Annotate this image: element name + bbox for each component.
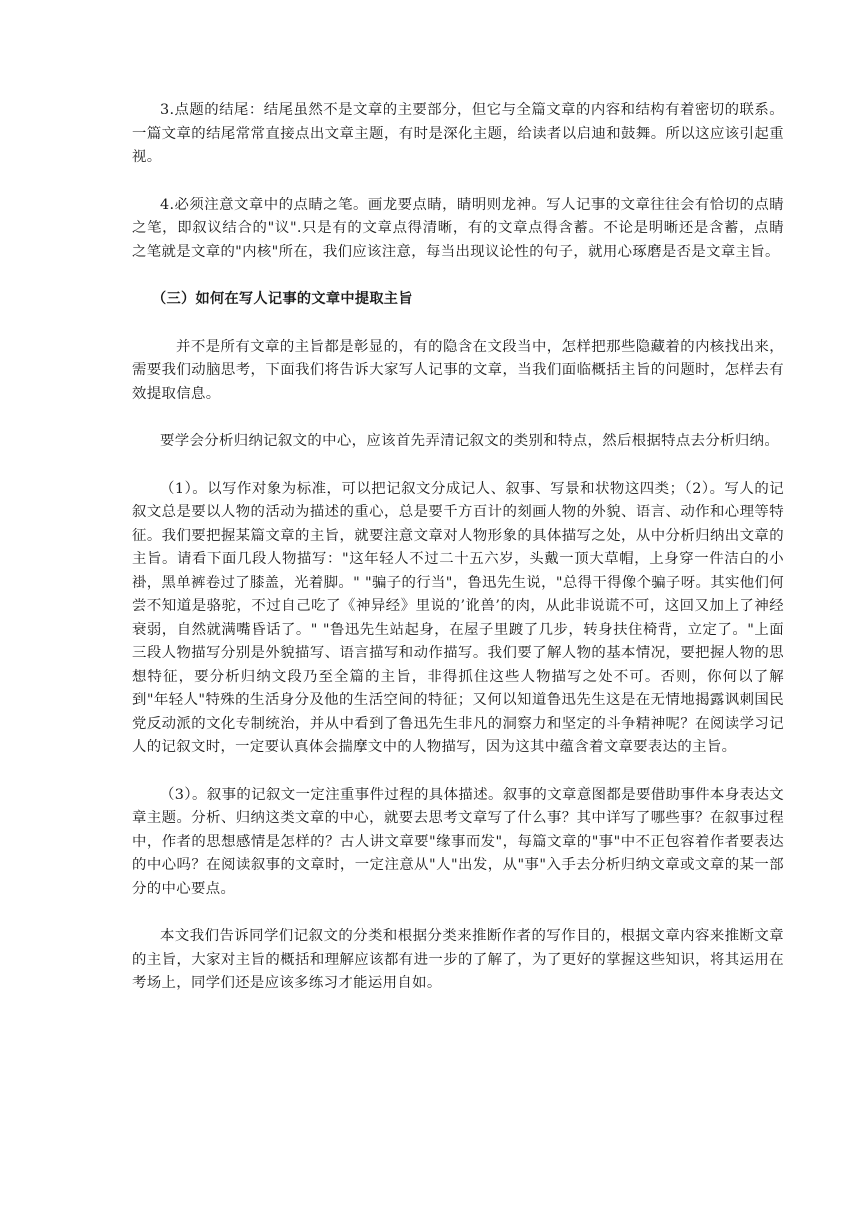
paragraph-ending-point: 3.点题的结尾：结尾虽然不是文章的主要部分，但它与全篇文章的内容和结构有着密切的联系。一篇文章的结尾常常直接点出文章主题，有时是深化主题，给读者以启迪和鼓舞。所以这应该引起重视。	[132, 102, 784, 165]
paragraph-narrative-writing: （3）。叙事的记叙文一定注重事件过程的具体描述。叙事的文章意图都是要借助事件本身表达文章主题。分析、归纳这类文章的中心，就要去思考文章写了什么事？其中详写了哪些事？在叙事过程中，作者的思想感情是怎样的？古人讲文章要"缘事而发"，每篇文章的"事"中不正包容着作者要表达的中心吗？在阅读叙事的文章时，一定注意从"人"出发，从"事"入手去分析归纳文章或文章的某一部分的中心要点。	[132, 786, 784, 897]
section-heading: （三）如何在写人记事的文章中提取主旨	[152, 291, 413, 307]
paragraph-intro: 并不是所有文章的主旨都是彰显的，有的隐含在文段当中，怎样把那些隐藏着的内核找出来，需要我们动脑思考，下面我们将告诉大家写人记事的文章，当我们面临概括主旨的问题时，怎样去有效提取信息。	[132, 338, 784, 402]
paragraph-conclusion: 本文我们告诉同学们记叙文的分类和根据分类来推断作者的写作目的，根据文章内容来推断文章的主旨，大家对主旨的概括和理解应该都有进一步的了解了，为了更好的掌握这些知识，将其运用在考场上，同学们还是应该多练习才能运用自如。	[132, 928, 784, 991]
document-body	[132, 99, 784, 1020]
paragraph-character-writing: （1）。以写作对象为标准，可以把记叙文分成记人、叙事、写景和状物这四类；（2）。写人的记叙文总是要以人物的活动为描述的重心，总是要千方百计的刻画人物的外貌、语言、动作和心理等特征。我们要把握某篇文章的主旨，就要注意文章对人物形象的具体描写之处，从中分析归纳出文章的主旨。请看下面几段人物描写："这年轻人不过二十五六岁，头戴一顶大草帽，上身穿一件洁白的小褂，黑单裤卷过了膝盖，光着脚。" "骗子的行当"，鲁迅先生说，"总得干得像个骗子呀。其实他们何尝不知道是骆驼，不过自己吃了《神异经》里说的’讹兽’的肉，从此非说谎不可，这回又加上了神经衰弱，自然就满嘴昏话了。" "鲁迅先生站起身，在屋子里踱了几步，转身扶住椅背，立定了。"上面三段人物描写分别是外貌描写、语言描写和动作描写。我们要了解人物的基本情况，要把握人物的思想特征，要分析归纳文段乃至全篇的主旨，非得抓住这些人物描写之处不可。否则，你何以了解到"年轻人"特殊的生活身分及他的生活空间的特征；又何以知道鲁迅先生这是在无情地揭露讽刺国民党反动派的文化专制统治，并从中看到了鲁迅先生非凡的洞察力和坚定的斗争精神呢？在阅读学习记人的记叙文时，一定要认真体会揣摩文中的人物描写，因为这其中蕴含着文章要表达的主旨。	[132, 480, 784, 755]
paragraph-analysis-method: 要学会分析归纳记叙文的中心，应该首先弄清记叙文的类别和特点，然后根据特点去分析归纳。	[160, 433, 780, 449]
paragraph-key-sentence: 4.必须注意文章中的点睛之笔。画龙要点睛，睛明则龙神。写人记事的文章往往会有恰切的点睛之笔，即叙议结合的"议".只是有的文章点得清晰，有的文章点得含蓄。不论是明晰还是含蓄，点睛之笔就是文章的"内核"所在，我们应该注意，每当出现议论性的句子，就用心琢磨是否是文章主旨。	[132, 196, 784, 260]
